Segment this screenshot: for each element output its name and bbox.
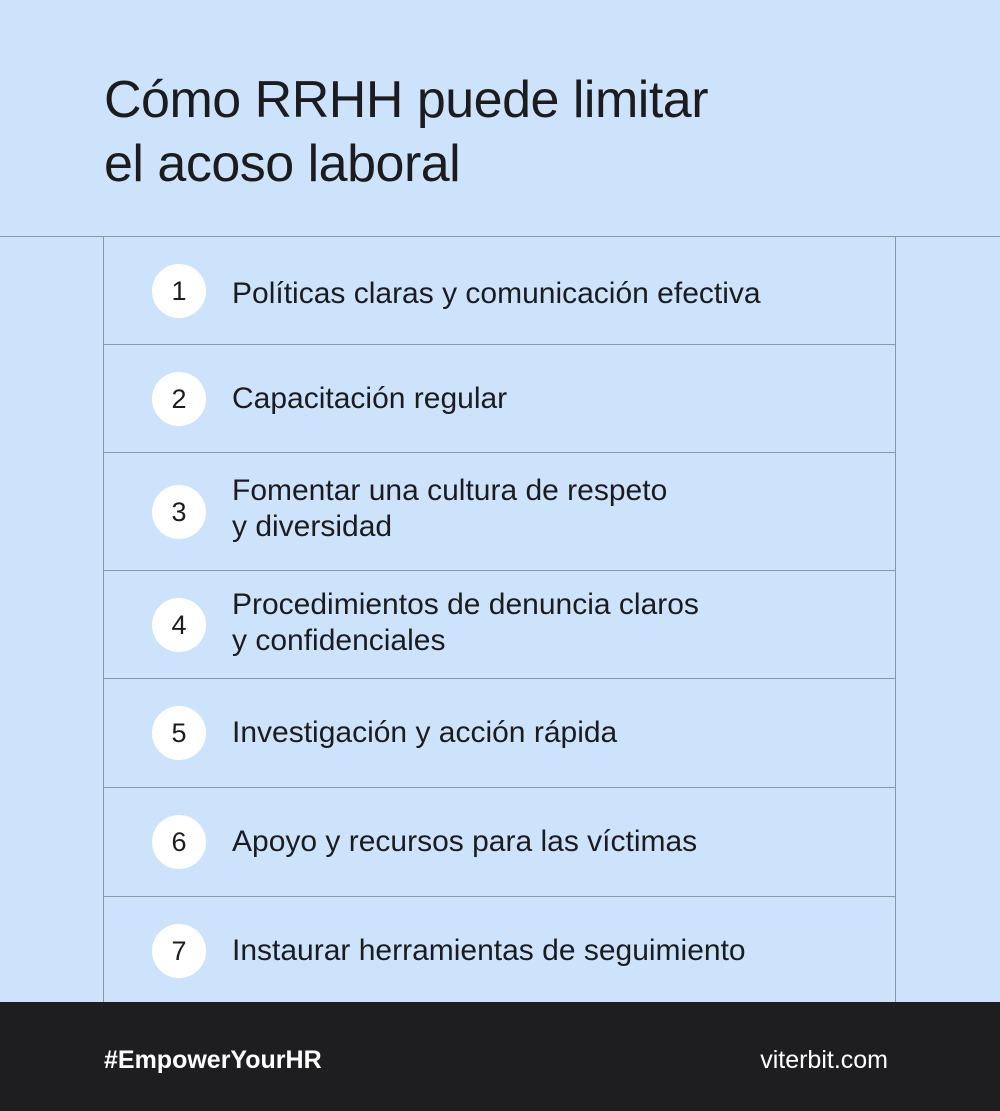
number-badge: 6 — [152, 815, 206, 869]
number-badge: 3 — [152, 485, 206, 539]
page-title-line-1: Cómo RRHH puede limitar — [104, 71, 709, 129]
list-item — [104, 453, 895, 571]
list-item-label: Apoyo y recursos para las víctimas — [232, 825, 698, 858]
footer-hashtag: #EmpowerYourHR — [104, 1046, 322, 1074]
number-badge: 1 — [152, 264, 206, 318]
list-item-label: Políticas claras y comunicación efectiva — [232, 277, 761, 310]
list-item-label: Procedimientos de denuncia claros y confidenciales — [232, 588, 699, 657]
list-item — [104, 897, 895, 1002]
list-item-label: Fomentar una cultura de respeto y diversidad — [232, 474, 668, 543]
number-badge: 2 — [152, 372, 206, 426]
page-title-line-2: el acoso laboral — [104, 135, 461, 193]
footer-website: viterbit.com — [760, 1046, 888, 1074]
number-badge: 7 — [152, 924, 206, 978]
number-badge: 5 — [152, 706, 206, 760]
list-item-label: Capacitación regular — [232, 382, 508, 415]
list-item — [104, 571, 895, 679]
list-item — [104, 788, 895, 897]
list-item-label: Instaurar herramientas de seguimiento — [232, 934, 746, 967]
number-badge: 4 — [152, 598, 206, 652]
list-item — [104, 345, 895, 453]
page-title — [104, 68, 708, 196]
list-item — [104, 679, 895, 788]
recommendation-list — [103, 237, 896, 1002]
list-item-label: Investigación y acción rápida — [232, 716, 618, 749]
list-item — [104, 237, 895, 345]
